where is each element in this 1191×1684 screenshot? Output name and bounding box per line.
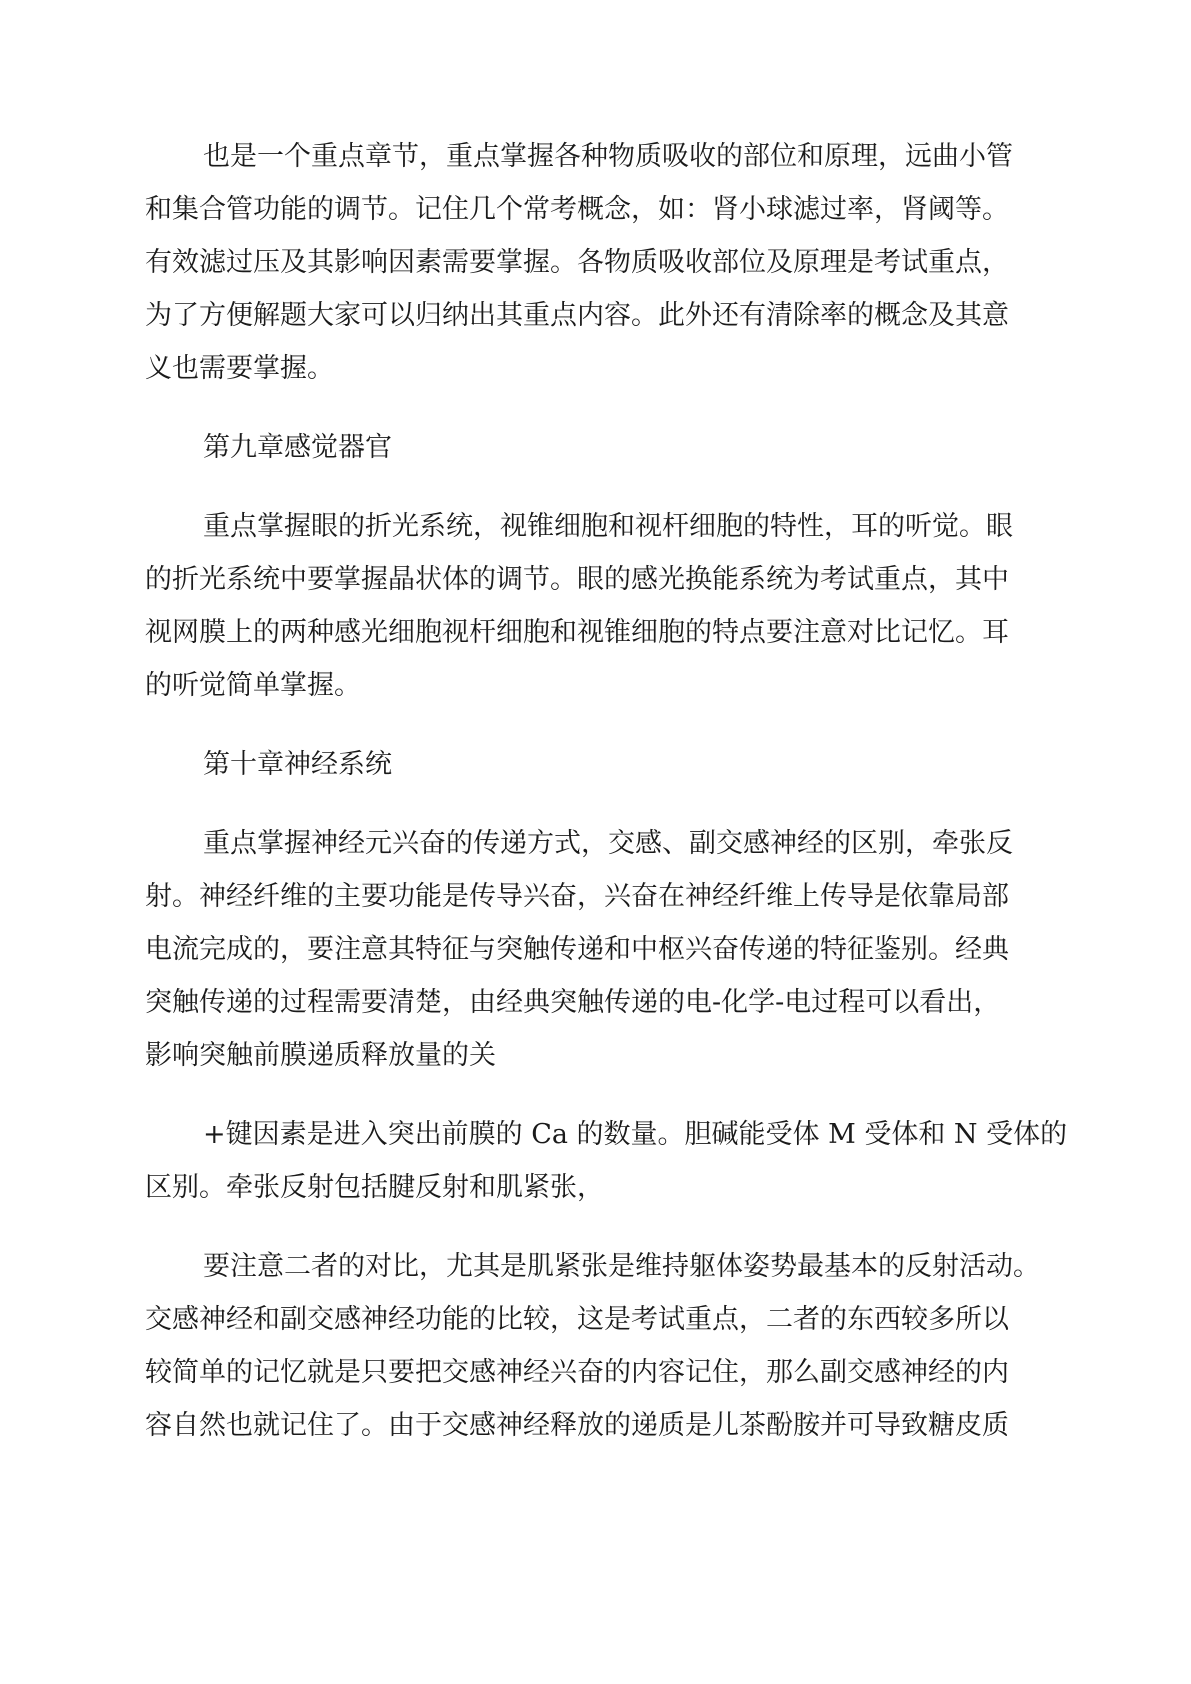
paragraph-line: 重点掌握眼的折光系统，视锥细胞和视杆细胞的特性，耳的听觉。眼	[203, 511, 1013, 542]
paragraph-line: 突触传递的过程需要清楚，由经典突触传递的电-化学-电过程可以看出，	[145, 987, 1001, 1018]
paragraph-line: 交感神经和副交感神经功能的比较，这是考试重点，二者的东西较多所以	[145, 1304, 1009, 1335]
paragraph-line: 射。神经纤维的主要功能是传导兴奋，兴奋在神经纤维上传导是依靠局部	[145, 881, 1009, 912]
paragraph-line: 区别。牵张反射包括腱反射和肌紧张，	[145, 1172, 604, 1203]
paragraph-line: 影响突触前膜递质释放量的关	[145, 1040, 496, 1071]
paragraph-line: 视网膜上的两种感光细胞视杆细胞和视锥细胞的特点要注意对比记忆。耳	[145, 617, 1009, 648]
paragraph-line: 的折光系统中要掌握晶状体的调节。眼的感光换能系统为考试重点，其中	[145, 564, 1009, 595]
paragraph-line: 的听觉简单掌握。	[145, 670, 361, 701]
paragraph-line: 义也需要掌握。	[145, 353, 334, 384]
paragraph-line: 要注意二者的对比，尤其是肌紧张是维持躯体姿势最基本的反射活动。	[203, 1251, 1040, 1282]
chapter-heading: 第九章感觉器官	[203, 432, 392, 463]
paragraph-line: 电流完成的，要注意其特征与突触传递和中枢兴奋传递的特征鉴别。经典	[145, 934, 1009, 965]
paragraph-line: 较简单的记忆就是只要把交感神经兴奋的内容记住，那么副交感神经的内	[145, 1357, 1009, 1388]
paragraph-line: 也是一个重点章节，重点掌握各种物质吸收的部位和原理，远曲小管	[203, 141, 1013, 172]
paragraph-line: 容自然也就记住了。由于交感神经释放的递质是儿茶酚胺并可导致糖皮质	[145, 1410, 1009, 1441]
paragraph-line: 和集合管功能的调节。记住几个常考概念，如：肾小球滤过率，肾阈等。	[145, 194, 1009, 225]
paragraph-line: +键因素是进入突出前膜的 Ca 的数量。胆碱能受体 M 受体和 N 受体的	[203, 1119, 1068, 1150]
paragraph-line: 为了方便解题大家可以归纳出其重点内容。此外还有清除率的概念及其意	[145, 300, 1009, 331]
chapter-heading: 第十章神经系统	[203, 749, 392, 780]
paragraph-line: 有效滤过压及其影响因素需要掌握。各物质吸收部位及原理是考试重点，	[145, 247, 1009, 278]
paragraph-line: 重点掌握神经元兴奋的传递方式，交感、副交感神经的区别，牵张反	[203, 828, 1013, 859]
